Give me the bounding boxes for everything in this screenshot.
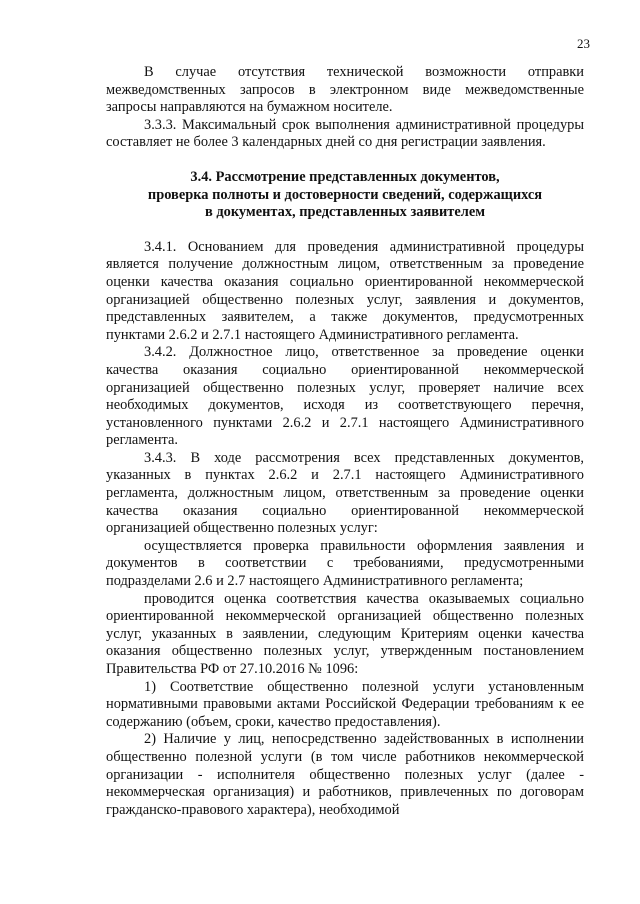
paragraph-quality-assessment: проводится оценка соответствия качества оказываемых социально ориентированной некоммерческой организацией общественно полезных услуг, указанных в заявлении, следующим Критериям оценки качества оказания общественно полезных услуг, утвержденным постановлением Правительства РФ от 27.10.2016 № 1096: bbox=[106, 590, 584, 677]
paragraph-3-4-3: 3.4.3. В ходе рассмотрения всех представленных документов, указанных в пунктах 2.6.2 и 2.7.1 настоящего Административного регламента, должностным лицом, ответственным за проведение оценки качества оказания социально ориентированной некоммерческой организацией общественно полезных услуг: bbox=[106, 449, 584, 537]
section-heading-3-4 bbox=[106, 169, 584, 222]
section-heading-line: в документах, представленных заявителем bbox=[204, 204, 486, 221]
paragraph-3-4-1: 3.4.1. Основанием для проведения административной процедуры является получение должностным лицом, ответственным за проведение оценки качества оказания социально ориентированной некоммерческой организацией общественно полезных услуг, заявления и документов, представленных заявителем, а также документов, предусмотренных пунктами 2.6.2 и 2.7.1 настоящего Административного регламента. bbox=[106, 238, 584, 343]
paragraph-3-4-2: 3.4.2. Должностное лицо, ответственное за проведение оценки качества оказания социально ориентированной некоммерческой организацией общественно полезных услуг, проверяет наличие всех необходимых документов, исходя из соответствующего перечня, установленного пунктами 2.6.2 и 2.7.1 настоящего Административного регламента. bbox=[106, 344, 584, 449]
paragraph-check-correctness: осуществляется проверка правильности оформления заявления и документов в соответствии с требованиями, предусмотренными подразделами 2.6 и 2.7 настоящего Административного регламента; bbox=[106, 537, 584, 590]
paragraph-no-technical-possibility: В случае отсутствия технической возможности отправки межведомственных запросов в электронном виде межведомственные запросы направляются на бумажном носителе. bbox=[106, 64, 584, 116]
paragraph-criterion-2: 2) Наличие у лиц, непосредственно задействованных в исполнении общественно полезной услуги (в том числе работников некоммерческой организации - исполнителя общественно полезных услуг (далее - некоммерческая организация) и работников, привлеченных по договорам гражданско-правового характера), необходимой bbox=[106, 731, 584, 818]
section-heading-line: 3.4. Рассмотрение представленных документов, bbox=[190, 168, 500, 185]
section-heading-line: проверка полноты и достоверности сведений, содержащихся bbox=[147, 186, 543, 203]
paragraph-criterion-1: 1) Соответствие общественно полезной услуги установленным нормативными правовыми актами Российской Федерации требованиям к ее содержанию (объем, сроки, качество предоставления). bbox=[106, 678, 584, 730]
page-number: 23 bbox=[577, 36, 590, 51]
document-body bbox=[106, 64, 584, 819]
paragraph-3-3-3: 3.3.3. Максимальный срок выполнения административной процедуры составляет не более 3 календарных дней со дня регистрации заявления. bbox=[106, 116, 584, 151]
